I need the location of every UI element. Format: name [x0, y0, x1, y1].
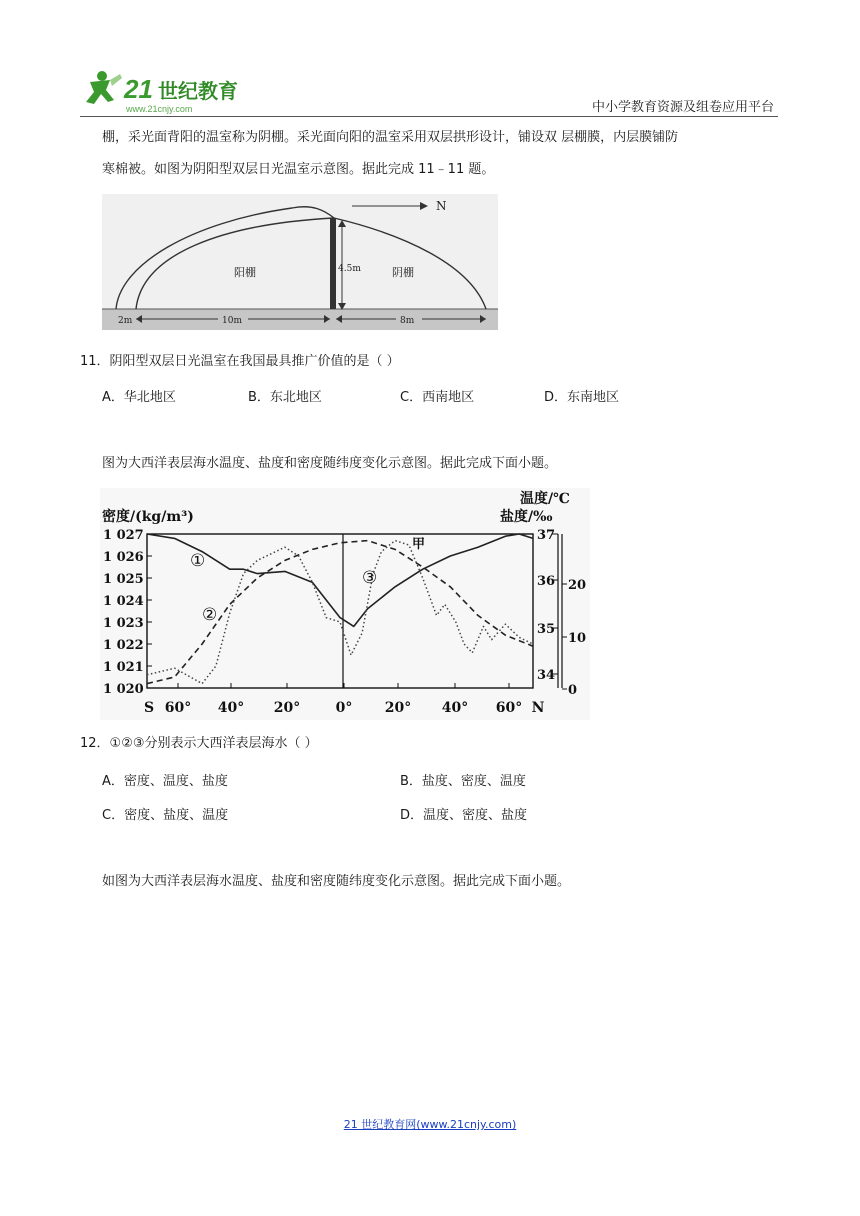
- q12-option-a[interactable]: A．密度、温度、盐度: [102, 774, 228, 789]
- left-tick-label: 1 020: [103, 682, 144, 697]
- x-tick-label: 20°: [273, 700, 301, 716]
- marker-1: ①: [190, 551, 206, 571]
- marker-3: ③: [362, 568, 378, 588]
- x-tick-label: 60°: [495, 700, 523, 716]
- site-logo[interactable]: [80, 68, 250, 118]
- left-tick-label: 1 024: [103, 594, 144, 609]
- left-axis-title: 密度/(kg/m³): [102, 509, 194, 525]
- salinity-tick-label: 37: [537, 528, 556, 543]
- platform-title: 中小学教育资源及组卷应用平台: [591, 100, 774, 115]
- yin-label: 阴棚: [392, 266, 414, 279]
- left-tick-label: 1 022: [103, 638, 144, 653]
- salinity-tick-label: 34: [537, 668, 556, 683]
- left-tick-label: 1 021: [103, 660, 144, 675]
- partition-wall: [330, 218, 336, 309]
- x-tick-label: 60°: [164, 700, 192, 716]
- height-label: 4.5m: [338, 264, 361, 274]
- footer-link[interactable]: 21 世纪教育网(www.21cnjy.com): [343, 1118, 517, 1131]
- marker-jia: 甲: [412, 537, 426, 552]
- dim-8m: 8m: [400, 316, 415, 326]
- x-tick-label: N: [531, 700, 545, 716]
- x-tick-label: 40°: [441, 700, 469, 716]
- left-tick-label: 1 025: [103, 572, 144, 587]
- q12-option-d[interactable]: D．温度、密度、盐度: [400, 808, 528, 823]
- salinity-tick-label: 36: [537, 574, 556, 589]
- q12-option-b[interactable]: B．盐度、密度、温度: [400, 774, 526, 789]
- atlantic-chart: [100, 488, 590, 720]
- header-divider: [80, 116, 778, 117]
- logo-url: www.21cnjy.com: [126, 104, 193, 114]
- outro-text: 如图为大西洋表层海水温度、盐度和密度随纬度变化示意图。据此完成下面小题。: [102, 874, 571, 889]
- x-tick-label: 20°: [384, 700, 412, 716]
- q11-option-c[interactable]: C．西南地区: [400, 390, 475, 405]
- footer: [0, 1113, 860, 1132]
- temperature-tick-label: 10: [568, 631, 587, 646]
- x-tick-label: S: [143, 700, 155, 716]
- chart-intro: 图为大西洋表层海水温度、盐度和密度随纬度变化示意图。据此完成下面小题。: [102, 456, 558, 471]
- intro-line-2: 寒棉被。如图为阴阳型双层日光温室示意图。据此完成 11﹣11 题。: [102, 162, 495, 177]
- dim-10m: 10m: [222, 316, 242, 326]
- q11-stem: 11．阴阳型双层日光温室在我国最具推广价值的是（ ）: [80, 354, 400, 369]
- greenhouse-diagram: [102, 194, 498, 330]
- q11-option-a[interactable]: A．华北地区: [102, 390, 176, 405]
- runner-icon: [86, 71, 122, 104]
- left-tick-label: 1 027: [103, 528, 144, 543]
- right-axis-title-temp: 温度/℃: [520, 491, 570, 507]
- left-tick-label: 1 023: [103, 616, 144, 631]
- q12-option-c[interactable]: C．密度、盐度、温度: [102, 808, 229, 823]
- salinity-tick-label: 35: [537, 622, 556, 637]
- dim-2m: 2m: [118, 316, 133, 326]
- x-tick-label: 0°: [335, 700, 353, 716]
- yang-label: 阳棚: [234, 266, 256, 279]
- logo-number: 21: [124, 74, 153, 104]
- logo-text: 世纪教育: [158, 79, 238, 103]
- x-tick-label: 40°: [217, 700, 245, 716]
- north-label: N: [436, 199, 447, 213]
- right-axis-title-salinity: 盐度/‰: [500, 509, 553, 525]
- logo-graphic: [80, 68, 250, 118]
- q11-option-b[interactable]: B．东北地区: [248, 390, 322, 405]
- left-tick-label: 1 026: [103, 550, 144, 565]
- marker-2: ②: [202, 605, 218, 625]
- q12-stem: 12．①②③分别表示大西洋表层海水（ ）: [80, 736, 318, 751]
- q11-option-d[interactable]: D．东南地区: [544, 390, 620, 405]
- temperature-tick-label: 0: [568, 683, 578, 698]
- intro-line-1: 棚，采光面背阳的温室称为阴棚。采光面向阳的温室采用双层拱形设计，铺设双 层棚膜，内层膜铺防: [102, 130, 679, 145]
- temperature-tick-label: 20: [568, 578, 587, 593]
